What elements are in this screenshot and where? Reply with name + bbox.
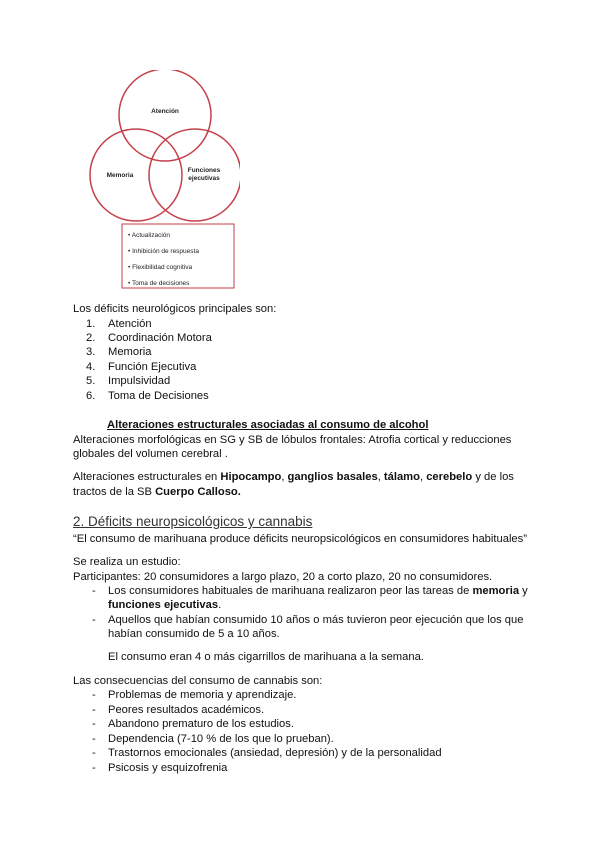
list-item-text: Función Ejecutiva xyxy=(108,361,197,373)
list-item: Peores resultados académicos. xyxy=(108,704,265,716)
alcohol-paragraph-2-line-1: Alteraciones estructurales en Hipocampo, ganglios basales, tálamo, cerebelo y de los xyxy=(73,471,514,483)
bullet-dash: - xyxy=(92,762,96,774)
label-attention: Atención xyxy=(151,108,179,115)
consumption-note: El consumo eran 4 o más cigarrillos de marihuana a la semana. xyxy=(108,651,424,663)
study-finding-2-line-2: habían consumido de 5 a 10 años. xyxy=(108,628,280,640)
participants: Participantes: 20 consumidores a largo plazo, 20 a corto plazo, 20 no consumidores. xyxy=(73,571,493,583)
deficits-intro: Los déficits neurológicos principales son: xyxy=(73,303,277,315)
box-item: • Inhibición de respuesta xyxy=(128,248,199,255)
bullet-dash: - xyxy=(92,614,96,626)
bullet-dash: - xyxy=(92,718,96,730)
circle-memory xyxy=(90,129,182,221)
list-item-text: Impulsividad xyxy=(108,375,171,387)
circle-attention xyxy=(119,70,211,161)
list-item: 3. xyxy=(86,346,96,358)
label-executive-line1: Funciones xyxy=(187,167,221,174)
bullet-dash: - xyxy=(92,747,96,759)
list-item: 5. xyxy=(86,375,96,387)
list-item-text: Coordinación Motora xyxy=(108,332,212,344)
list-item: Problemas de memoria y aprendizaje. xyxy=(108,689,297,701)
study-finding-1-line-1: Los consumidores habituales de marihuana realizaron peor las tareas de memoria y xyxy=(108,585,528,597)
list-item-text: Atención xyxy=(108,318,152,330)
alcohol-paragraph-2-line-2: tractos de la SB Cuerpo Calloso. xyxy=(73,486,241,498)
study-finding-1-line-2: funciones ejecutivas. xyxy=(108,599,222,611)
list-item: Psicosis y esquizofrenia xyxy=(108,762,228,774)
study-intro: Se realiza un estudio: xyxy=(73,556,181,568)
list-item-text: Toma de Decisiones xyxy=(108,390,209,402)
alcohol-heading: Alteraciones estructurales asociadas al consumo de alcohol xyxy=(107,419,429,431)
section-title: 2. Déficits neuropsicológicos y cannabis xyxy=(73,514,313,529)
list-item: Dependencia (7-10 % de los que lo prueban). xyxy=(108,733,334,745)
list-item: 4. xyxy=(86,361,96,373)
alcohol-paragraph-1-line-1: Alteraciones morfológicas en SG y SB de lóbulos frontales: Atrofia cortical y reducciones xyxy=(73,434,512,446)
bullet-dash: - xyxy=(92,689,96,701)
consequences-intro: Las consecuencias del consumo de cannabis son: xyxy=(73,675,323,687)
bullet-dash: - xyxy=(92,585,96,597)
list-item: Abandono prematuro de los estudios. xyxy=(108,718,294,730)
bullet-dash: - xyxy=(92,704,96,716)
bullet-dash: - xyxy=(92,733,96,745)
alcohol-paragraph-1-line-2: globales del volumen cerebral . xyxy=(73,448,228,460)
list-item: 2. xyxy=(86,332,96,344)
list-item: 6. xyxy=(86,390,96,402)
list-item: Trastornos emocionales (ansiedad, depresión) y de la personalidad xyxy=(108,747,442,759)
box-item: • Actualización xyxy=(128,232,171,239)
study-finding-2-line-1: Aquellos que habían consumido 10 años o más tuvieron peor ejecución que los que xyxy=(108,614,524,626)
box-item: • Flexibilidad cognitiva xyxy=(128,264,193,271)
list-item: 1. xyxy=(86,318,96,330)
box-item: • Toma de decisiones xyxy=(128,280,190,287)
cannabis-quote: “El consumo de marihuana produce déficits neuropsicológicos en consumidores habituales” xyxy=(73,533,527,545)
label-memory: Memoria xyxy=(106,172,134,179)
venn-diagram xyxy=(80,70,240,290)
label-executive-line2: ejecutivas xyxy=(188,175,220,182)
list-item-text: Memoria xyxy=(108,346,152,358)
